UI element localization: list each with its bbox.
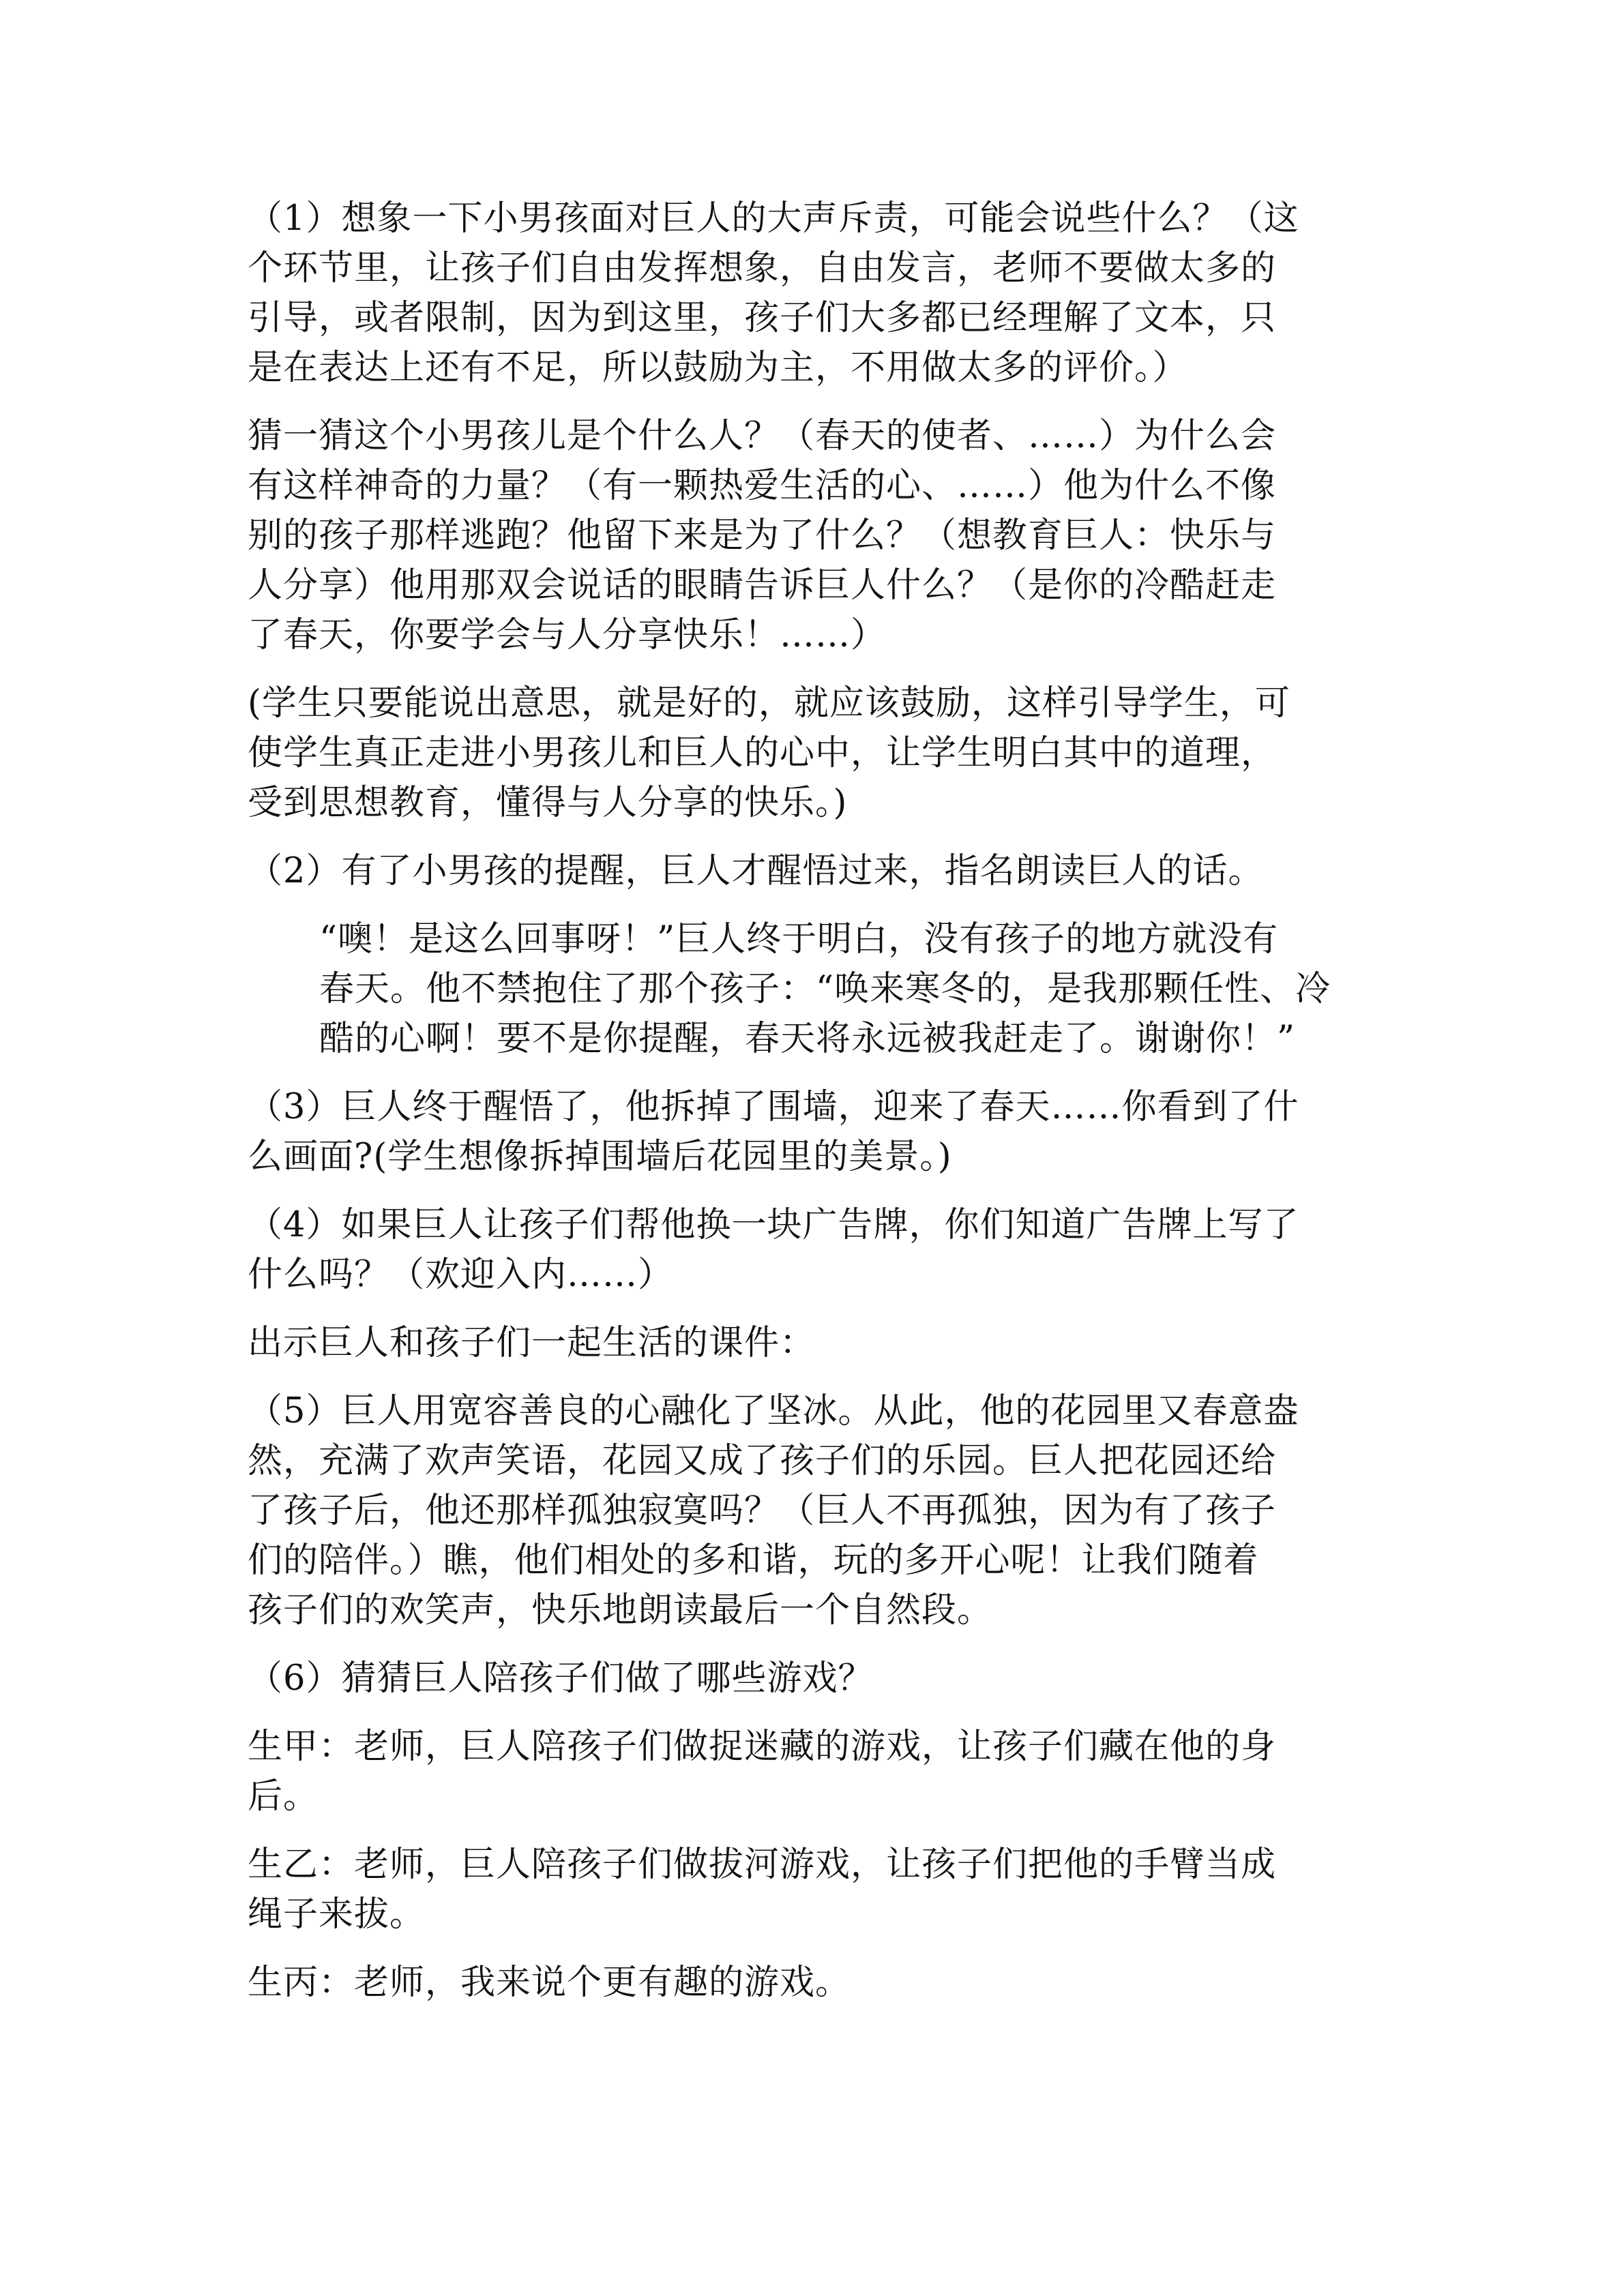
text-line: 孩子们的欢笑声，快乐地朗读最后一个自然段。	[248, 1590, 993, 1630]
text-line: 然，充满了欢声笑语，花园又成了孩子们的乐园。巨人把花园还给	[248, 1441, 1277, 1481]
text-line: 绳子来拔。	[248, 1894, 426, 1935]
text-line: 受到思想教育，懂得与人分享的快乐。)	[248, 783, 848, 823]
text-line: （1）想象一下小男孩面对巨人的大声斥责，可能会说些什么？（这	[248, 198, 1299, 239]
paragraph-p8	[248, 1318, 1377, 1368]
text-line: （2）有了小男孩的提醒，巨人才醒悟过来，指名朗读巨人的话。	[248, 851, 1264, 891]
text-line: 使学生真正走进小男孩儿和巨人的心中，让学生明白其中的道理，	[248, 733, 1277, 773]
text-line: （3）巨人终于醒悟了，他拆掉了围墙，迎来了春天……你看到了什	[248, 1087, 1299, 1127]
text-line: 猜一猜这个小男孩儿是个什么人？（春天的使者、……）为什么会	[248, 416, 1277, 456]
paragraph-p9	[248, 1386, 1377, 1635]
text-line: （6）猜猜巨人陪孩子们做了哪些游戏？	[248, 1658, 874, 1699]
text-line: 是在表达上还有不足，所以鼓励为主，不用做太多的评价。）	[248, 348, 1188, 388]
paragraph-p1	[248, 194, 1377, 393]
text-line: 什么吗？（欢迎入内……）	[248, 1255, 674, 1295]
text-line: 了孩子后，他还那样孤独寂寞吗？（巨人不再孤独，因为有了孩子	[248, 1491, 1277, 1531]
text-line: 么画面?(学生想像拆掉围墙后花园里的美景。)	[248, 1137, 952, 1177]
text-line: 个环节里，让孩子们自由发挥想象，自由发言，老师不要做太多的	[248, 248, 1277, 288]
text-line: （4）如果巨人让孩子们帮他换一块广告牌，你们知道广告牌上写了	[248, 1205, 1299, 1245]
paragraph-p5	[248, 914, 1377, 1064]
text-line: （5）巨人用宽容善良的心融化了坚冰。从此，他的花园里又春意盎	[248, 1391, 1299, 1431]
text-line: 酷的心啊！要不是你提醒，春天将永远被我赶走了。谢谢你！”	[319, 1019, 1296, 1059]
text-line: 后。	[248, 1776, 319, 1817]
text-line: “噢！是这么回事呀！”巨人终于明白，没有孩子的地方就没有	[319, 919, 1279, 959]
text-line: 有这样神奇的力量？（有一颗热爱生活的心、……）他为什么不像	[248, 466, 1277, 506]
text-line: 引导，或者限制，因为到这里，孩子们大多都已经理解了文本，只	[248, 298, 1277, 338]
text-line: 了春天，你要学会与人分享快乐！……）	[248, 615, 887, 655]
paragraph-p3	[248, 679, 1377, 828]
paragraph-p12	[248, 1840, 1377, 1939]
text-line: 们的陪伴。）瞧，他们相处的多和谐，玩的多开心呢！让我们随着	[248, 1540, 1259, 1581]
document-page	[248, 194, 1377, 2026]
text-line: 生丙：老师，我来说个更有趣的游戏。	[248, 1963, 851, 2003]
text-line: 生乙：老师，巨人陪孩子们做拔河游戏，让孩子们把他的手臂当成	[248, 1845, 1277, 1885]
paragraph-p4	[248, 846, 1377, 896]
text-line: (学生只要能说出意思，就是好的，就应该鼓励，这样引导学生，可	[248, 683, 1290, 724]
text-line: 春天。他不禁抱住了那个孩子：“唤来寒冬的，是我那颗任性、冷	[319, 969, 1331, 1009]
paragraph-p10	[248, 1654, 1377, 1703]
paragraph-p11	[248, 1722, 1377, 1821]
paragraph-p2	[248, 411, 1377, 660]
paragraph-p6	[248, 1082, 1377, 1182]
text-line: 出示巨人和孩子们一起生活的课件：	[248, 1323, 816, 1363]
paragraph-p7	[248, 1200, 1377, 1300]
text-line: 人分享）他用那双会说话的眼睛告诉巨人什么？（是你的冷酷赶走	[248, 565, 1277, 606]
text-line: 生甲：老师，巨人陪孩子们做捉迷藏的游戏，让孩子们藏在他的身	[248, 1727, 1277, 1767]
paragraph-p13	[248, 1958, 1377, 2008]
text-line: 别的孩子那样逃跑？他留下来是为了什么？（想教育巨人：快乐与	[248, 516, 1277, 556]
